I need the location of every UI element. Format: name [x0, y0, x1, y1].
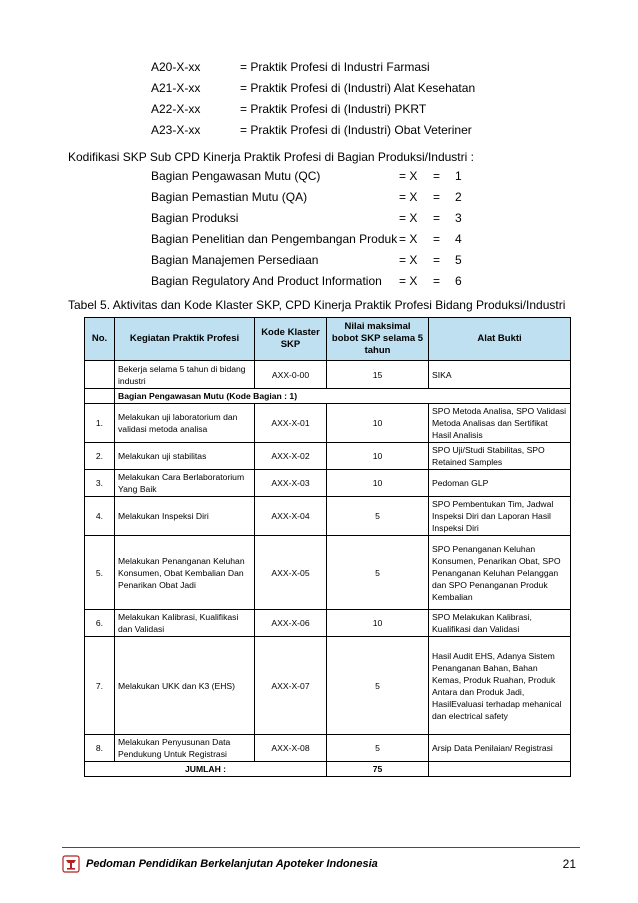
table-row: [85, 497, 571, 536]
cell-no: 3.: [85, 470, 115, 497]
bagian-row: [151, 187, 481, 208]
cell-bukti: Hasil Audit EHS, Adanya Sistem Penanganan Bahan, Bahan Kemas, Produk Ruahan, Produk Antara dan Produk Jadi, HasilEvaluasi terhadap mehanical dan electrical safety: [429, 637, 571, 735]
cell-kegiatan: Melakukan uji laboratorium dan validasi metoda analisa: [115, 404, 255, 443]
cell-kode: AXX-X-07: [255, 637, 327, 735]
cell-bukti: [429, 762, 571, 777]
code-description: = Praktik Profesi di Industri Farmasi: [240, 60, 430, 74]
cell-kode: AXX-0-00: [255, 361, 327, 389]
cell-kode: AXX-X-06: [255, 610, 327, 637]
cell-kegiatan: Melakukan UKK dan K3 (EHS): [115, 637, 255, 735]
bagian-name: Bagian Penelitian dan Pengembangan Produk: [151, 232, 398, 246]
header-kode: Kode Klaster SKP: [255, 318, 327, 361]
header-no: No.: [85, 318, 115, 361]
bagian-code: 4: [455, 232, 462, 246]
bagian-row: [151, 166, 481, 187]
page-number: 21: [562, 857, 576, 871]
table-row: [85, 735, 571, 762]
code-description: = Praktik Profesi di (Industri) Obat Veteriner: [240, 123, 472, 137]
table-row: [85, 470, 571, 497]
cell-kegiatan: Melakukan Penanganan Keluhan Konsumen, Obat Kembalian Dan Penarikan Obat Jadi: [115, 536, 255, 610]
bagian-row: [151, 229, 481, 250]
cell-kode: AXX-X-02: [255, 443, 327, 470]
cell-no: 5.: [85, 536, 115, 610]
cell-nilai: 10: [327, 404, 429, 443]
bagian-equals: =: [433, 274, 441, 288]
cell-kegiatan: Melakukan uji stabilitas: [115, 443, 255, 470]
bagian-list: [151, 166, 481, 292]
bagian-x: = X: [399, 169, 418, 183]
cell-kegiatan: Bekerja selama 5 tahun di bidang industri: [115, 361, 255, 389]
bagian-code: 5: [455, 253, 462, 267]
cell-kode: AXX-X-04: [255, 497, 327, 536]
table-header-row: [85, 318, 571, 361]
bagian-equals: =: [433, 211, 441, 225]
code-value: A22-X-xx: [151, 102, 201, 116]
cell-nilai: 10: [327, 470, 429, 497]
cell-no: [85, 361, 115, 389]
bagian-equals: =: [433, 253, 441, 267]
cell-nilai: 5: [327, 497, 429, 536]
cell-no: 7.: [85, 637, 115, 735]
bagian-name: Bagian Produksi: [151, 211, 239, 225]
cell-bukti: SIKA: [429, 361, 571, 389]
table-caption: Tabel 5. Aktivitas dan Kode Klaster SKP, CPD Kinerja Praktik Profesi Bidang Produksi/Industri: [68, 298, 566, 312]
bagian-code: 3: [455, 211, 462, 225]
cell-kode: AXX-X-01: [255, 404, 327, 443]
bagian-x: = X: [399, 232, 418, 246]
header-nilai: Nilai maksimal bobot SKP selama 5 tahun: [327, 318, 429, 361]
bagian-x: = X: [399, 190, 418, 204]
section-row: [85, 389, 571, 404]
cell-bukti: SPO Penanganan Keluhan Konsumen, Penarikan Obat, SPO Penanganan Keluhan Pelanggan dan SPO Penanganan Produk Kembalian: [429, 536, 571, 610]
total-row: [85, 762, 571, 777]
table-row: [85, 536, 571, 610]
cell-no: 4.: [85, 497, 115, 536]
bagian-x: = X: [399, 274, 418, 288]
cell-no: 1.: [85, 404, 115, 443]
table-row: [85, 637, 571, 735]
code-description: = Praktik Profesi di (Industri) Alat Kesehatan: [240, 81, 476, 95]
table-row: [85, 404, 571, 443]
cell-bukti: SPO Metoda Analisa, SPO Validasi Metoda Analisas dan Sertifikat Hasil Analisis: [429, 404, 571, 443]
cell-bukti: Pedoman GLP: [429, 470, 571, 497]
bagian-code: 2: [455, 190, 462, 204]
skp-table: [84, 317, 571, 777]
bagian-name: Bagian Pengawasan Mutu (QC): [151, 169, 321, 183]
cell-no: 6.: [85, 610, 115, 637]
pharmacist-association-logo-icon: [62, 855, 80, 873]
code-row: [151, 120, 571, 141]
cell-kegiatan: Melakukan Kalibrasi, Kualifikasi dan Validasi: [115, 610, 255, 637]
cell-no: 2.: [85, 443, 115, 470]
cell-bukti: SPO Uji/Studi Stabilitas, SPO Retained Samples: [429, 443, 571, 470]
cell-nilai: 15: [327, 361, 429, 389]
code-value: A21-X-xx: [151, 81, 201, 95]
cell-bukti: SPO Pembentukan Tim, Jadwal Inspeksi Diri dan Laporan Hasil Inspeksi Diri: [429, 497, 571, 536]
table-row: [85, 443, 571, 470]
page-footer: [62, 847, 580, 878]
cell-nilai: 5: [327, 637, 429, 735]
cell-bukti: SPO Melakukan Kalibrasi, Kualifikasi dan Validasi: [429, 610, 571, 637]
table-row: [85, 361, 571, 389]
cell-nilai: 10: [327, 443, 429, 470]
code-value: A23-X-xx: [151, 123, 201, 137]
cell-kode: AXX-X-03: [255, 470, 327, 497]
cell-kegiatan: Melakukan Penyusunan Data Pendukung Untuk Registrasi: [115, 735, 255, 762]
kodifikasi-title: Kodifikasi SKP Sub CPD Kinerja Praktik Profesi di Bagian Produksi/Industri :: [68, 150, 474, 164]
cell-nilai: 5: [327, 536, 429, 610]
code-row: [151, 78, 571, 99]
bagian-row: [151, 208, 481, 229]
bagian-name: Bagian Pemastian Mutu (QA): [151, 190, 308, 204]
bagian-x: = X: [399, 211, 418, 225]
bagian-name: Bagian Manajemen Persediaan: [151, 253, 319, 267]
cell-no: 8.: [85, 735, 115, 762]
cell-kode: AXX-X-05: [255, 536, 327, 610]
bagian-equals: =: [433, 190, 441, 204]
code-list: [151, 57, 571, 141]
bagian-x: = X: [399, 253, 418, 267]
bagian-name: Bagian Regulatory And Product Information: [151, 274, 382, 288]
total-value: 75: [327, 762, 429, 777]
bagian-code: 6: [455, 274, 462, 288]
table-row: [85, 610, 571, 637]
section-label: Bagian Pengawasan Mutu (Kode Bagian : 1): [115, 389, 571, 404]
header-bukti: Alat Bukti: [429, 318, 571, 361]
code-row: [151, 99, 571, 120]
total-label: JUMLAH :: [85, 762, 327, 777]
cell-kegiatan: Melakukan Inspeksi Diri: [115, 497, 255, 536]
bagian-equals: =: [433, 169, 441, 183]
code-value: A20-X-xx: [151, 60, 201, 74]
cell-no: [85, 389, 115, 404]
bagian-equals: =: [433, 232, 441, 246]
cell-kode: AXX-X-08: [255, 735, 327, 762]
cell-kegiatan: Melakukan Cara Berlaboratorium Yang Baik: [115, 470, 255, 497]
code-row: [151, 57, 571, 78]
cell-bukti: Arsip Data Penilaian/ Registrasi: [429, 735, 571, 762]
footer-title: Pedoman Pendidikan Berkelanjutan Apoteker Indonesia: [86, 858, 378, 870]
cell-nilai: 5: [327, 735, 429, 762]
code-description: = Praktik Profesi di (Industri) PKRT: [240, 102, 427, 116]
bagian-row: [151, 271, 481, 292]
cell-nilai: 10: [327, 610, 429, 637]
header-kegiatan: Kegiatan Praktik Profesi: [115, 318, 255, 361]
bagian-row: [151, 250, 481, 271]
bagian-code: 1: [455, 169, 462, 183]
